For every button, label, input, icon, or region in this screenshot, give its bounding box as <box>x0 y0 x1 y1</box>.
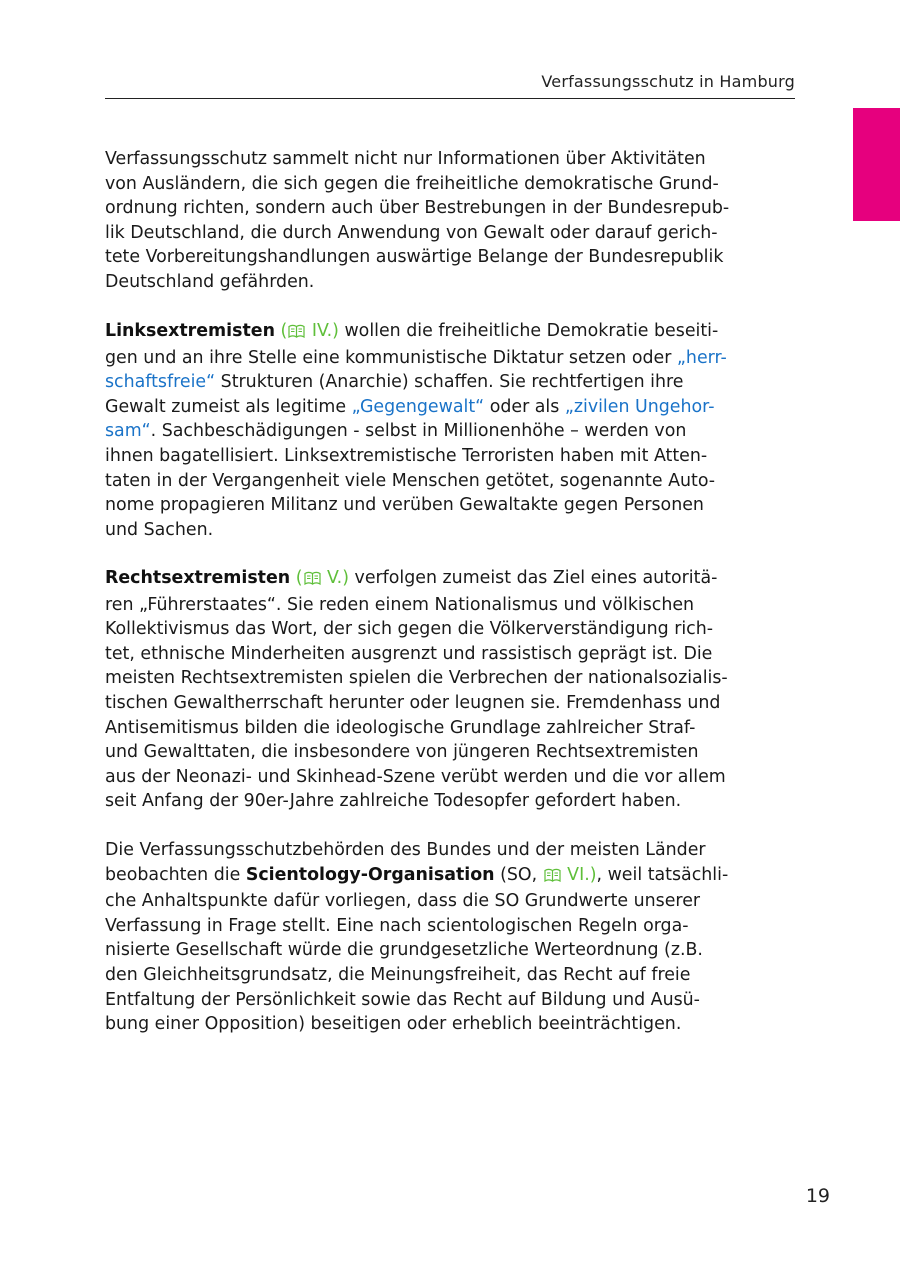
line <box>105 863 736 890</box>
text: oder als <box>484 396 565 417</box>
reference-link[interactable] <box>296 568 349 588</box>
line <box>105 319 736 346</box>
quote-text: „zivilen Ungehor- <box>564 396 715 417</box>
reference-link[interactable] <box>281 321 339 341</box>
line: tete Vorbereitungshandlungen auswärtige Belange der Bundesrepublik <box>105 247 724 268</box>
text: , weil tatsächli- <box>596 864 729 885</box>
line: meisten Rechtsextremisten spielen die Verbrechen der nationalsozialis- <box>105 668 728 689</box>
line <box>105 370 736 395</box>
line: nisierte Gesellschaft würde die grundgesetzliche Werteordnung (z.B. <box>105 940 703 961</box>
text: verfolgen zumeist das Ziel eines autoritä- <box>349 568 718 588</box>
line: Deutschland gefährden. <box>105 271 315 292</box>
line: nome propagieren Militanz und verüben Gewaltakte gegen Personen <box>105 495 704 516</box>
term-rechtsextremisten: Rechtsextremisten <box>105 568 291 588</box>
chapter-tab-marker <box>853 108 900 221</box>
book-icon <box>304 568 321 593</box>
text: beobachten die <box>105 864 246 885</box>
text: (SO, <box>494 864 543 885</box>
line: ren „Führerstaates“. Sie reden einem Nationalismus und völkischen <box>105 594 695 615</box>
line: und Gewalttaten, die insbesondere von jüngeren Rechtsextremisten <box>105 742 699 763</box>
book-icon <box>544 865 561 890</box>
line <box>105 566 736 593</box>
book-icon <box>288 321 305 346</box>
header-rule <box>105 98 795 99</box>
reference-label: VI.) <box>561 864 597 885</box>
text: Strukturen (Anarchie) schaffen. Sie rechtfertigen ihre <box>215 372 684 393</box>
term-linksextremisten: Linksextremisten <box>105 321 275 341</box>
line: bung einer Opposition) beseitigen oder erheblich beeinträchtigen. <box>105 1014 682 1035</box>
term-scientology: Scientology-Organisation <box>245 864 495 885</box>
reference-label: V.) <box>321 568 349 588</box>
line: che Anhaltspunkte dafür vorliegen, dass die SO Grundwerte unserer <box>105 891 701 912</box>
line <box>105 419 736 444</box>
line: Antisemitismus bilden die ideologische Grundlage zahlreicher Straf- <box>105 717 696 738</box>
reference-link[interactable] <box>543 865 597 885</box>
line: tet, ethnische Minderheiten ausgrenzt und rassistisch geprägt ist. Die <box>105 643 713 664</box>
line: Die Verfassungsschutzbehörden des Bundes und der meisten Länder <box>105 840 706 860</box>
line: seit Anfang der 90er-Jahre zahlreiche Todesopfer gefordert haben. <box>105 791 682 812</box>
reference-paren: ( <box>295 568 303 588</box>
line: Kollektivismus das Wort, der sich gegen die Völkerverständigung rich- <box>105 619 714 640</box>
reference-label: IV.) <box>306 321 339 341</box>
paragraph-linksextremisten <box>105 319 736 542</box>
paragraph-rechtsextremisten <box>105 566 736 814</box>
quote-text: „Gegengewalt“ <box>351 396 485 417</box>
line: ordnung richten, sondern auch über Bestrebungen in der Bundesrepub- <box>105 198 730 219</box>
line: den Gleichheitsgrundsatz, die Meinungsfreiheit, das Recht auf freie <box>105 964 691 985</box>
line: ihnen bagatellisiert. Linksextremistische Terroristen haben mit Atten- <box>105 445 708 466</box>
text: . Sachbeschädigungen - selbst in Millionenhöhe – werden von <box>150 421 687 442</box>
quote-text: „herr- <box>676 347 727 368</box>
line: lik Deutschland, die durch Anwendung von Gewalt oder darauf gerich- <box>105 222 718 243</box>
line: und Sachen. <box>105 519 214 540</box>
line: tischen Gewaltherrschaft herunter oder leugnen sie. Fremdenhass und <box>105 692 721 713</box>
quote-text: schaftsfreie“ <box>105 372 216 393</box>
line: von Ausländern, die sich gegen die freiheitliche demokratische Grund- <box>105 173 719 194</box>
line: Verfassung in Frage stellt. Eine nach scientologischen Regeln orga- <box>105 915 689 936</box>
line <box>105 395 736 420</box>
line: taten in der Vergangenheit viele Menschen getötet, sogenannte Auto- <box>105 470 716 491</box>
line: aus der Neonazi- und Skinhead-Szene verübt werden und die vor allem <box>105 766 726 787</box>
running-header: Verfassungsschutz in Hamburg <box>541 72 795 91</box>
text: wollen die freiheitliche Demokratie beseiti- <box>338 321 719 341</box>
paragraph-intro <box>105 147 736 295</box>
quote-text: sam“ <box>105 421 151 442</box>
text: Gewalt zumeist als legitime <box>105 396 352 417</box>
paragraph-scientology <box>105 838 736 1037</box>
reference-paren: ( <box>280 321 288 341</box>
line: Entfaltung der Persönlichkeit sowie das Recht auf Bildung und Ausü- <box>105 989 700 1010</box>
line: Verfassungsschutz sammelt nicht nur Informationen über Aktivitäten <box>105 149 706 169</box>
line <box>105 346 736 371</box>
text: gen und an ihre Stelle eine kommunistische Diktatur setzen oder <box>105 347 677 368</box>
page-number: 19 <box>805 1185 830 1207</box>
